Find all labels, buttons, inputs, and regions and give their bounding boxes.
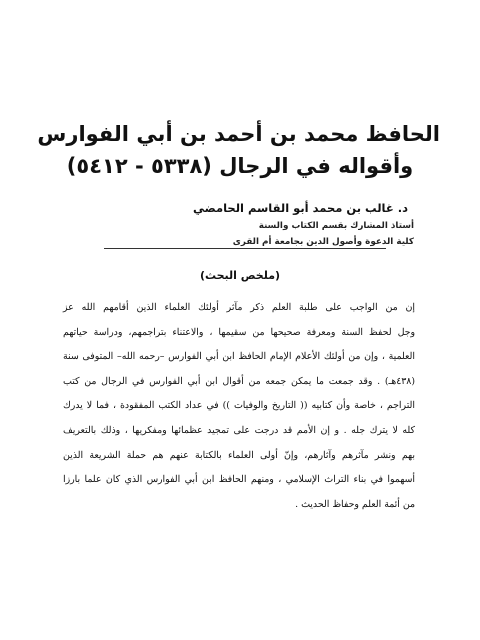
paper-title — [37, 118, 440, 182]
abstract-line: بهم ونشر مآثرهم وآثارهم، وإنّ أولى العلماء بالكتابة عنهم هم حملة الشريعة الذين — [63, 449, 415, 461]
author-name: د. غالب بن محمد أبو القاسم الحامضي — [193, 201, 408, 215]
separator-rule — [104, 248, 386, 249]
title-line-2: وأقواله في الرجال (٥٣٣٨ - ٥٤١٢) — [66, 154, 414, 178]
abstract-line: من أئمة العلم وحفاظ الحديث . — [295, 498, 415, 510]
abstract-line: العلمية ، وإن من أولئك الأعلام الإمام الحافظ ابن أبي الفوارس –رحمه الله– المتوفى سنة — [63, 351, 415, 363]
abstract-body — [63, 296, 415, 517]
abstract-line: إن من الواجب على طلبة العلم ذكر مآثر أولئك العلماء الذين أقامهم الله عز — [63, 302, 415, 313]
abstract-line: وجل لحفظ السنة ومعرفة صحيحها من سقيمها ، والاعتناء بتراجمهم، ودراسة حياتهم — [63, 326, 415, 338]
title-line-1: الحافظ محمد بن أحمد بن أبي الفوارس — [37, 122, 440, 146]
author-institution: كلية الدعوة وأصول الدين بجامعة أم القرى — [232, 237, 414, 247]
abstract-line: (٤٣٨هـ) . وقد جمعت ما يمكن جمعه من أقوال ابن أبي الفوارس في الرجال من كتب — [63, 375, 415, 387]
abstract-heading: (ملخص البحث) — [199, 269, 281, 282]
author-block — [193, 198, 414, 250]
abstract-line: أسهموا في بناء التراث الإسلامي ، ومنهم الحافظ ابن أبي الفوارس الذي كان علما بارزا — [63, 474, 415, 486]
author-position: أستاذ المشارك بقسم الكتاب والسنة — [258, 221, 414, 231]
abstract-line: كله لا يترك جله . و إن الأمم قد درجت على تمجيد عظمائها ومفكريها ، وذلك بالتعريف — [63, 424, 415, 436]
abstract-line: التراجم ، خاصة وأن كتابيه (( التاريخ والوفيات )) في عداد الكتب المفقودة ، فما لا يدرك — [63, 400, 415, 412]
